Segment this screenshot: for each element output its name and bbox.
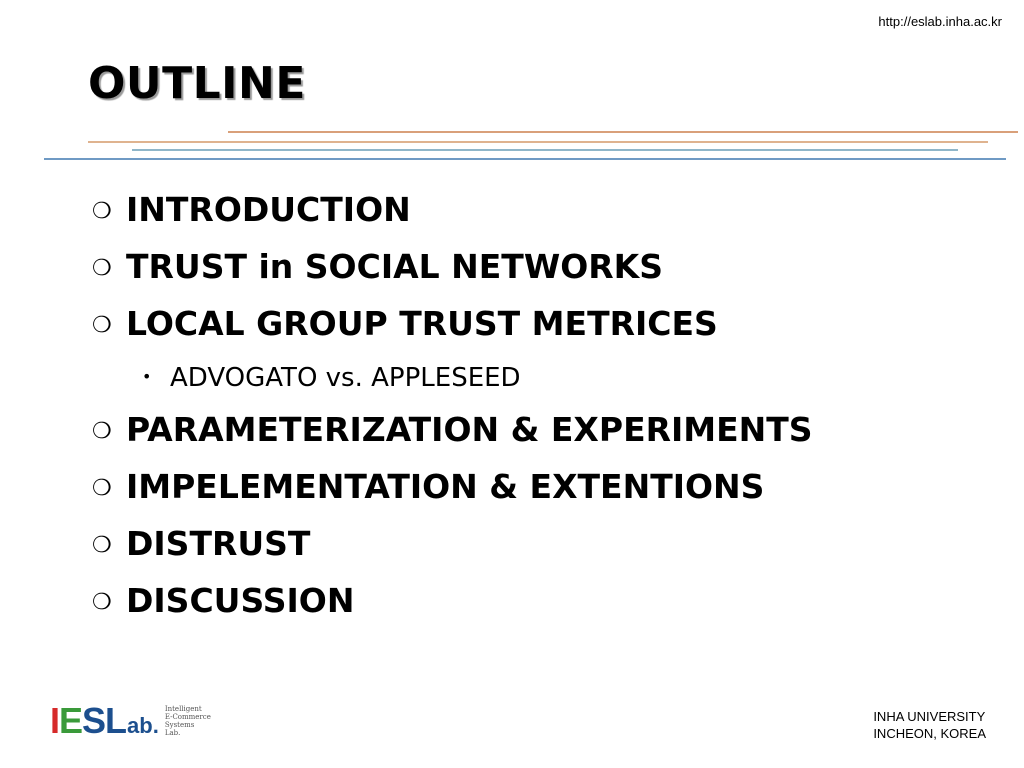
dot-bullet-icon: • <box>142 367 152 386</box>
hollow-bullet-icon: ❍ <box>92 533 112 558</box>
logo-word: Lab. <box>164 729 181 737</box>
outline-item-label: IMPELEMENTATION & EXTENTIONS <box>126 467 765 506</box>
hollow-bullet-icon: ❍ <box>92 476 112 501</box>
outline-subitem <box>142 360 521 395</box>
outline-item <box>92 410 813 452</box>
outline-item <box>92 524 310 566</box>
hollow-bullet-icon: ❍ <box>92 256 112 281</box>
footer-line: INHA UNIVERSITY <box>873 709 986 724</box>
title-divider <box>0 128 1024 164</box>
hollow-bullet-icon: ❍ <box>92 590 112 615</box>
footer-line: INCHEON, KOREA <box>873 726 986 741</box>
logo-words <box>165 705 211 737</box>
slide-title: OUTLINE <box>88 58 306 109</box>
ieslab-logo <box>50 700 211 742</box>
header-url: http://eslab.inha.ac.kr <box>878 14 1002 29</box>
divider-line-1 <box>228 131 1018 133</box>
outline-item-label: LOCAL GROUP TRUST METRICES <box>126 304 718 343</box>
outline-item <box>92 581 354 623</box>
logo-mark <box>50 700 127 741</box>
divider-line-2 <box>88 141 988 143</box>
outline-item-label: INTRODUCTION <box>126 190 411 229</box>
logo-word: Intelligent <box>164 705 202 713</box>
logo-word: E-Commerce <box>164 713 211 721</box>
hollow-bullet-icon: ❍ <box>92 199 112 224</box>
divider-line-3 <box>132 149 958 151</box>
logo-suffix: ab. <box>127 713 159 738</box>
logo-letters: IESL <box>50 700 127 741</box>
outline-item <box>92 247 663 289</box>
footer-institution <box>873 708 986 742</box>
divider-line-4 <box>44 158 1006 160</box>
logo-word: Systems <box>164 721 195 729</box>
outline-item <box>92 467 764 509</box>
outline-item <box>92 304 718 346</box>
outline-item-label: PARAMETERIZATION & EXPERIMENTS <box>126 410 813 449</box>
hollow-bullet-icon: ❍ <box>92 419 112 444</box>
outline-item-label: TRUST in SOCIAL NETWORKS <box>126 247 664 286</box>
outline-item <box>92 190 411 232</box>
outline-item-label: DISTRUST <box>126 524 311 563</box>
outline-subitem-label: ADVOGATO vs. APPLESEED <box>170 363 521 393</box>
outline-item-label: DISCUSSION <box>126 581 355 620</box>
hollow-bullet-icon: ❍ <box>92 313 112 338</box>
